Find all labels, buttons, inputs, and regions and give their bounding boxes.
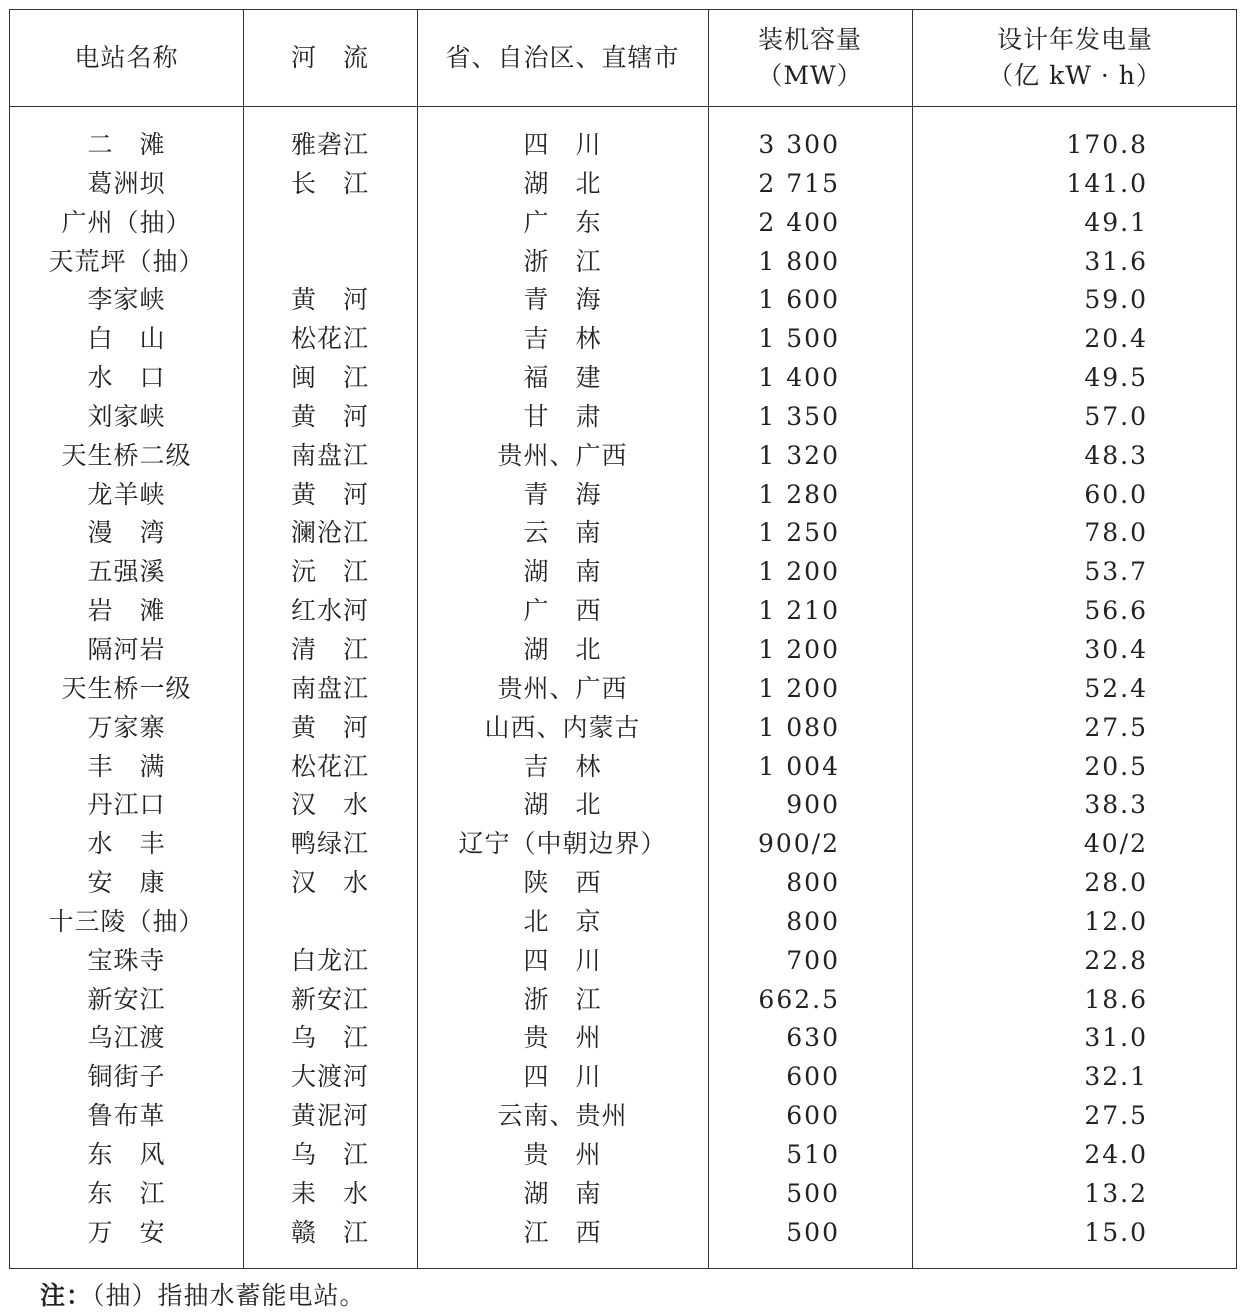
- header-station-name-label: 电站名称: [74, 43, 179, 72]
- river-cell: 白龙江: [290, 945, 369, 975]
- river-cell: 黄 河: [290, 479, 369, 509]
- province-cell: 广 东: [523, 207, 602, 237]
- river-cell: 南盘江: [290, 440, 369, 470]
- table-row: [10, 398, 1236, 437]
- station-name-cell: 岩 滩: [87, 596, 166, 626]
- station-name-cell: 白 山: [87, 324, 166, 354]
- generation-cell: 170.8: [1066, 130, 1148, 159]
- province-cell: 四 川: [523, 1062, 602, 1092]
- generation-cell: 15.0: [1084, 1217, 1148, 1247]
- header-river-label: 河 流: [290, 43, 369, 72]
- river-cell: 黄 河: [290, 712, 369, 742]
- station-name-cell: 乌江渡: [87, 1023, 166, 1053]
- generation-cell: 53.7: [1084, 557, 1148, 587]
- station-name-cell: 安 康: [87, 868, 166, 898]
- station-name-cell: 万家寨: [87, 712, 166, 742]
- station-name-cell: 二 滩: [87, 130, 166, 159]
- capacity-cell: 1 600: [758, 285, 840, 315]
- station-name-cell: 李家峡: [87, 285, 166, 315]
- table-row: [10, 670, 1236, 709]
- table-row: [10, 631, 1236, 670]
- river-cell: 红水河: [290, 596, 369, 626]
- header-river: [243, 10, 417, 106]
- station-name-cell: 丹江口: [87, 790, 166, 820]
- table-row: [10, 903, 1236, 942]
- province-cell: 吉 林: [523, 751, 602, 781]
- station-name-cell: 新安江: [87, 984, 166, 1014]
- province-cell: 辽宁（中朝边界）: [458, 829, 667, 859]
- station-name-cell: 水 口: [87, 363, 166, 393]
- generation-cell: 57.0: [1084, 401, 1148, 431]
- province-cell: 湖 北: [523, 790, 602, 820]
- table-row: [10, 514, 1236, 553]
- capacity-cell: 662.5: [758, 984, 840, 1014]
- header-capacity: [708, 10, 912, 106]
- province-cell: 四 川: [523, 945, 602, 975]
- river-cell: 长 江: [290, 168, 369, 198]
- generation-cell: 20.5: [1084, 751, 1148, 781]
- capacity-cell: 1 004: [758, 751, 840, 781]
- station-name-cell: 东 江: [87, 1178, 166, 1208]
- generation-cell: 38.3: [1084, 790, 1148, 820]
- capacity-cell: 2 400: [758, 207, 840, 237]
- capacity-cell: 500: [786, 1217, 840, 1247]
- river-cell: 沅 江: [290, 557, 369, 587]
- table-row: [10, 592, 1236, 631]
- capacity-cell: 600: [786, 1101, 840, 1131]
- capacity-cell: 1 280: [758, 479, 840, 509]
- province-cell: 贵州、广西: [497, 440, 628, 470]
- station-name-cell: 广州（抽）: [61, 207, 192, 237]
- river-cell: 新安江: [290, 984, 369, 1014]
- province-cell: 福 建: [523, 363, 602, 393]
- station-name-cell: 隔河岩: [87, 634, 166, 664]
- generation-cell: 22.8: [1084, 945, 1148, 975]
- capacity-cell: 1 200: [758, 557, 840, 587]
- river-cell: [243, 903, 417, 942]
- generation-cell: 30.4: [1084, 634, 1148, 664]
- station-name-cell: 万 安: [87, 1217, 166, 1247]
- province-cell: 陕 西: [523, 868, 602, 898]
- river-cell: 赣 江: [290, 1217, 369, 1247]
- capacity-cell: 700: [786, 945, 840, 975]
- table-row: [10, 1019, 1236, 1058]
- river-cell: 松花江: [290, 324, 369, 354]
- header-capacity-label: 装机容量: [757, 25, 862, 54]
- capacity-cell: 800: [786, 906, 840, 936]
- station-name-cell: 天生桥二级: [61, 440, 192, 470]
- capacity-cell: 800: [786, 868, 840, 898]
- capacity-cell: 510: [786, 1139, 840, 1169]
- generation-cell: 12.0: [1084, 906, 1148, 936]
- capacity-cell: 1 350: [758, 401, 840, 431]
- generation-cell: 52.4: [1084, 673, 1148, 703]
- table-row: [10, 553, 1236, 592]
- table-row: [10, 1136, 1236, 1175]
- generation-cell: 27.5: [1084, 1101, 1148, 1131]
- generation-cell: 49.5: [1084, 363, 1148, 393]
- river-cell: 大渡河: [290, 1062, 369, 1092]
- station-name-cell: 五强溪: [87, 557, 166, 587]
- province-cell: 吉 林: [523, 324, 602, 354]
- table-row: [10, 748, 1236, 787]
- generation-cell: 48.3: [1084, 440, 1148, 470]
- province-cell: 贵 州: [523, 1139, 602, 1169]
- province-cell: 云南、贵州: [497, 1101, 628, 1131]
- province-cell: 四 川: [523, 130, 602, 159]
- header-province: [417, 10, 708, 106]
- generation-cell: 13.2: [1084, 1178, 1148, 1208]
- station-name-cell: 丰 满: [87, 751, 166, 781]
- capacity-cell: 900: [786, 790, 840, 820]
- table-row: [10, 476, 1236, 515]
- header-station-name: [10, 10, 243, 106]
- river-cell: 松花江: [290, 751, 369, 781]
- generation-cell: 78.0: [1084, 518, 1148, 548]
- table-row: [10, 786, 1236, 825]
- province-cell: 甘 肃: [523, 401, 602, 431]
- capacity-cell: 1 200: [758, 673, 840, 703]
- river-cell: 黄 河: [290, 285, 369, 315]
- generation-cell: 141.0: [1066, 168, 1148, 198]
- station-name-cell: 铜街子: [87, 1062, 166, 1092]
- table-row: [10, 243, 1236, 282]
- capacity-cell: 1 400: [758, 363, 840, 393]
- generation-cell: 56.6: [1084, 596, 1148, 626]
- river-cell: 耒 水: [290, 1178, 369, 1208]
- header-generation: [912, 10, 1238, 106]
- province-cell: 湖 南: [523, 557, 602, 587]
- capacity-cell: 1 080: [758, 712, 840, 742]
- river-cell: 汉 水: [290, 868, 369, 898]
- river-cell: 黄 河: [290, 401, 369, 431]
- generation-cell: 18.6: [1084, 984, 1148, 1014]
- capacity-cell: 500: [786, 1178, 840, 1208]
- station-name-cell: 龙羊峡: [87, 479, 166, 509]
- table-body: [10, 126, 1236, 1252]
- hydropower-stations-table: [9, 9, 1237, 1269]
- province-cell: 青 海: [523, 285, 602, 315]
- province-cell: 山西、内蒙古: [484, 712, 641, 742]
- table-row: [10, 1214, 1236, 1253]
- station-name-cell: 十三陵（抽）: [48, 906, 205, 936]
- capacity-cell: 1 200: [758, 634, 840, 664]
- province-cell: 贵州、广西: [497, 673, 628, 703]
- capacity-cell: 2 715: [758, 168, 840, 198]
- header-generation-unit: （亿 kW · h）: [988, 61, 1162, 90]
- province-cell: 湖 南: [523, 1178, 602, 1208]
- station-name-cell: 葛洲坝: [87, 168, 166, 198]
- capacity-cell: 630: [786, 1023, 840, 1053]
- table-row: [10, 942, 1236, 981]
- river-cell: 清 江: [290, 634, 369, 664]
- generation-cell: 24.0: [1084, 1139, 1148, 1169]
- capacity-cell: 1 250: [758, 518, 840, 548]
- capacity-cell: 3 300: [758, 130, 840, 159]
- table-row: [10, 281, 1236, 320]
- station-name-cell: 水 丰: [87, 829, 166, 859]
- generation-cell: 20.4: [1084, 324, 1148, 354]
- capacity-cell: 900/2: [757, 829, 840, 859]
- table-row: [10, 1097, 1236, 1136]
- province-cell: 湖 北: [523, 168, 602, 198]
- province-cell: 江 西: [523, 1217, 602, 1247]
- station-name-cell: 宝珠寺: [87, 945, 166, 975]
- header-generation-label: 设计年发电量: [996, 25, 1153, 54]
- generation-cell: 31.0: [1084, 1023, 1148, 1053]
- province-cell: 青 海: [523, 479, 602, 509]
- province-cell: 广 西: [523, 596, 602, 626]
- province-cell: 贵 州: [523, 1023, 602, 1053]
- capacity-cell: 600: [786, 1062, 840, 1092]
- station-name-cell: 鲁布革: [87, 1101, 166, 1131]
- capacity-cell: 1 320: [758, 440, 840, 470]
- station-name-cell: 天生桥一级: [61, 673, 192, 703]
- river-cell: [243, 243, 417, 282]
- station-name-cell: 刘家峡: [87, 401, 166, 431]
- river-cell: [243, 204, 417, 243]
- generation-cell: 60.0: [1084, 479, 1148, 509]
- table-row: [10, 359, 1236, 398]
- generation-cell: 49.1: [1084, 207, 1148, 237]
- table-row: [10, 126, 1236, 165]
- table-row: [10, 825, 1236, 864]
- header-capacity-unit: （MW）: [757, 61, 863, 90]
- table-row: [10, 981, 1236, 1020]
- generation-cell: 40/2: [1083, 829, 1148, 859]
- river-cell: 鸭绿江: [290, 829, 369, 859]
- generation-cell: 31.6: [1084, 246, 1148, 276]
- river-cell: 黄泥河: [290, 1101, 369, 1131]
- river-cell: 乌 江: [290, 1023, 369, 1053]
- province-cell: 浙 江: [523, 246, 602, 276]
- table-row: [10, 320, 1236, 359]
- province-cell: 云 南: [523, 518, 602, 548]
- table-row: [10, 864, 1236, 903]
- station-name-cell: 漫 湾: [87, 518, 166, 548]
- generation-cell: 59.0: [1084, 285, 1148, 315]
- generation-cell: 28.0: [1084, 868, 1148, 898]
- table-row: [10, 709, 1236, 748]
- river-cell: 乌 江: [290, 1139, 369, 1169]
- province-cell: 北 京: [523, 906, 602, 936]
- generation-cell: 27.5: [1084, 712, 1148, 742]
- capacity-cell: 1 500: [758, 324, 840, 354]
- footnote-text: （抽）指抽水蓄能电站。: [92, 1281, 366, 1310]
- river-cell: 雅砻江: [290, 130, 369, 159]
- province-cell: 湖 北: [523, 634, 602, 664]
- header-divider: [10, 106, 1236, 107]
- river-cell: 闽 江: [290, 363, 369, 393]
- river-cell: 澜沧江: [290, 518, 369, 548]
- footnote-label: 注：: [40, 1281, 93, 1310]
- table-row: [10, 165, 1236, 204]
- capacity-cell: 1 210: [758, 596, 840, 626]
- station-name-cell: 天荒坪（抽）: [48, 246, 205, 276]
- generation-cell: 32.1: [1084, 1062, 1148, 1092]
- river-cell: 南盘江: [290, 673, 369, 703]
- capacity-cell: 1 800: [758, 246, 840, 276]
- table-row: [10, 437, 1236, 476]
- table-footnote: [40, 1278, 366, 1314]
- river-cell: 汉 水: [290, 790, 369, 820]
- table-row: [10, 1175, 1236, 1214]
- table-row: [10, 204, 1236, 243]
- header-province-label: 省、自治区、直辖市: [445, 43, 680, 72]
- station-name-cell: 东 风: [87, 1139, 166, 1169]
- province-cell: 浙 江: [523, 984, 602, 1014]
- table-row: [10, 1058, 1236, 1097]
